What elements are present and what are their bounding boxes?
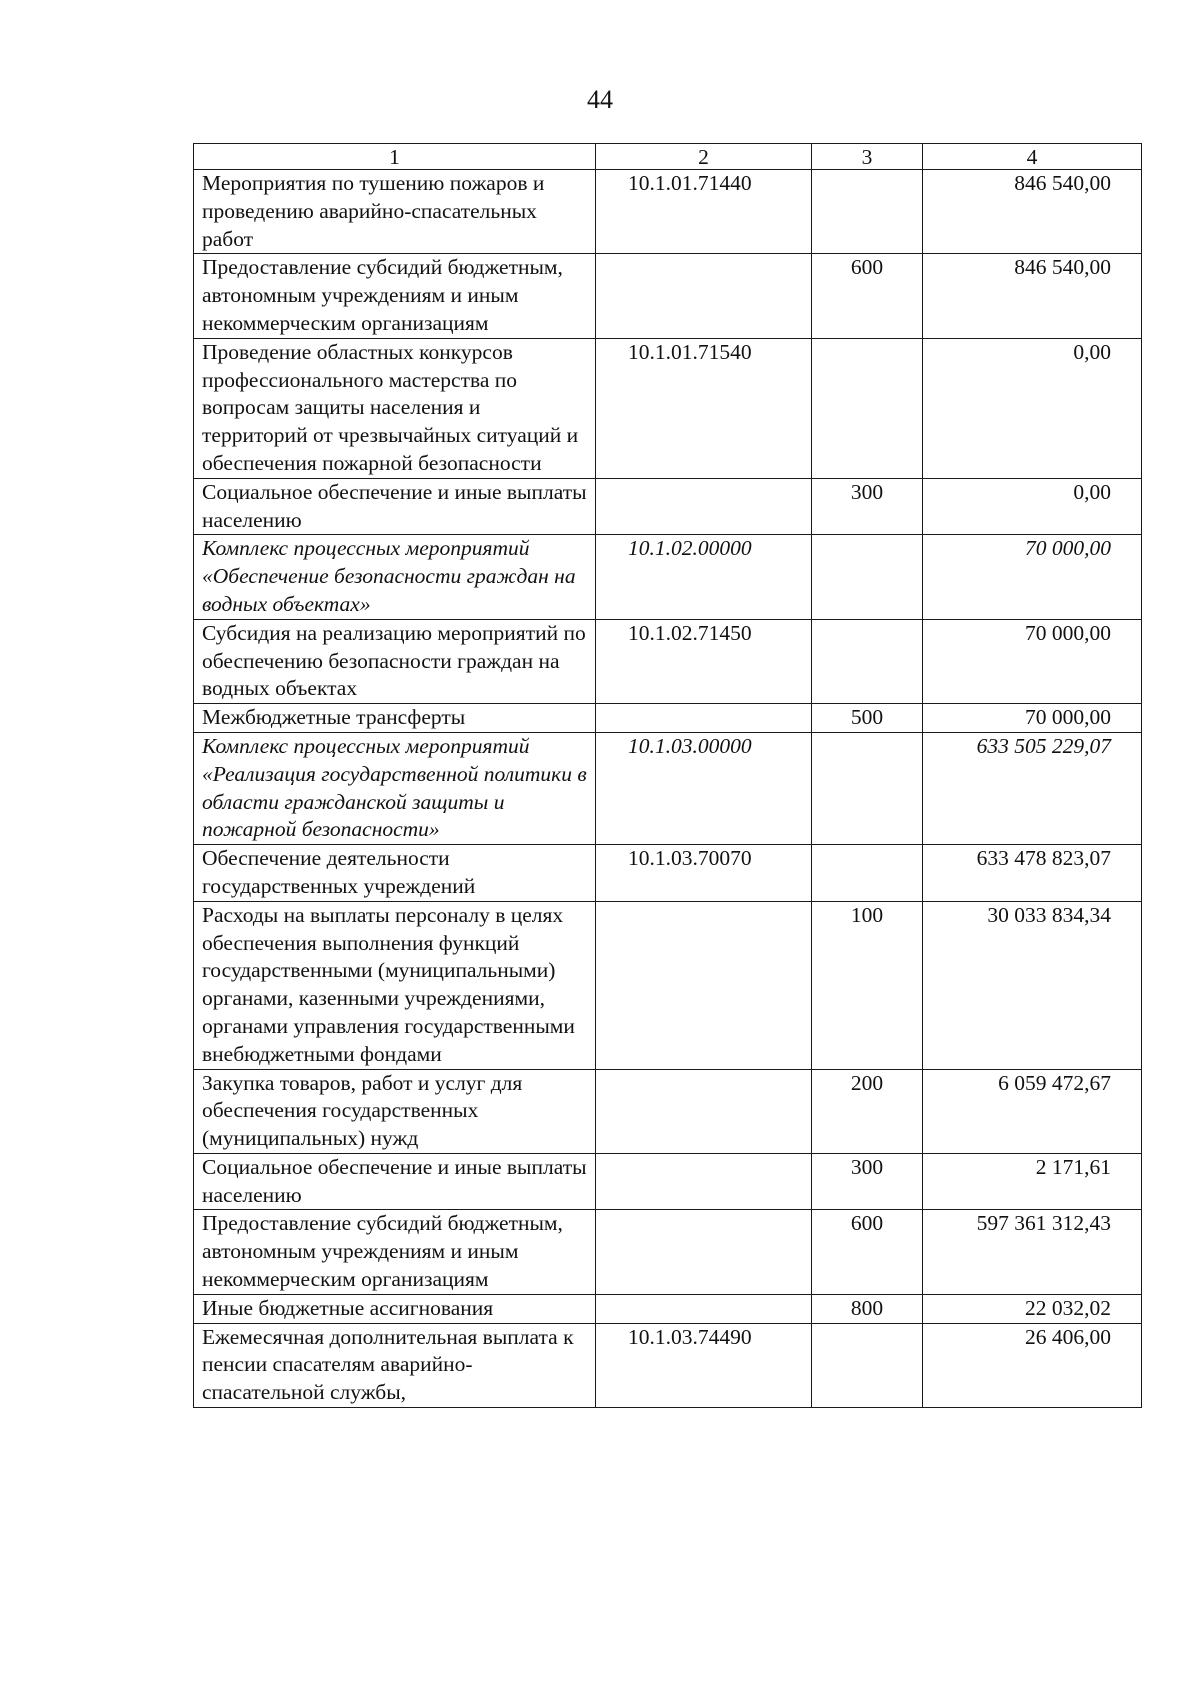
row-description: Комплекс процессных мероприятий «Реализация государственной политики в области гражданской защиты и пожарной безопасности» [194, 732, 596, 844]
table-row [194, 338, 1142, 478]
row-description: Комплекс процессных мероприятий «Обеспечение безопасности граждан на водных объектах» [194, 535, 596, 619]
table-row [194, 1153, 1142, 1210]
row-description: Иные бюджетные ассигнования [194, 1294, 596, 1323]
row-amount: 597 361 312,43 [923, 1210, 1142, 1294]
table-row [194, 732, 1142, 844]
row-expense-type-code: 300 [812, 1153, 923, 1210]
row-amount: 6 059 472,67 [923, 1069, 1142, 1153]
page-number: 44 [587, 85, 613, 114]
column-number-1: 1 [194, 144, 596, 170]
row-expense-type-code: 100 [812, 901, 923, 1069]
row-expense-type-code: 300 [812, 478, 923, 535]
row-amount: 70 000,00 [923, 704, 1142, 733]
row-expense-type-code [812, 1323, 923, 1407]
table-header-row [194, 144, 1142, 170]
row-description: Предоставление субсидий бюджетным, автономным учреждениям и иным некоммерческим организациям [194, 254, 596, 338]
row-expense-type-code: 200 [812, 1069, 923, 1153]
table-row [194, 1069, 1142, 1153]
row-target-code [596, 1069, 812, 1153]
row-amount: 22 032,02 [923, 1294, 1142, 1323]
row-target-code: 10.1.02.71450 [596, 619, 812, 703]
row-description: Субсидия на реализацию мероприятий по обеспечению безопасности граждан на водных объектах [194, 619, 596, 703]
row-target-code: 10.1.03.70070 [596, 845, 812, 902]
row-target-code [596, 1294, 812, 1323]
row-amount: 846 540,00 [923, 254, 1142, 338]
table-row [194, 478, 1142, 535]
row-amount: 70 000,00 [923, 535, 1142, 619]
row-target-code: 10.1.01.71440 [596, 170, 812, 254]
row-amount: 846 540,00 [923, 170, 1142, 254]
row-amount: 2 171,61 [923, 1153, 1142, 1210]
table-row [194, 1323, 1142, 1407]
table-row [194, 1210, 1142, 1294]
row-target-code: 10.1.02.00000 [596, 535, 812, 619]
row-target-code [596, 901, 812, 1069]
row-description: Мероприятия по тушению пожаров и проведению аварийно-спасательных работ [194, 170, 596, 254]
table-row [194, 845, 1142, 902]
column-number-2: 2 [596, 144, 812, 170]
row-amount: 30 033 834,34 [923, 901, 1142, 1069]
row-expense-type-code [812, 535, 923, 619]
row-description: Межбюджетные трансферты [194, 704, 596, 733]
row-target-code: 10.1.03.74490 [596, 1323, 812, 1407]
row-expense-type-code [812, 845, 923, 902]
row-target-code [596, 704, 812, 733]
row-amount: 633 478 823,07 [923, 845, 1142, 902]
row-amount: 0,00 [923, 338, 1142, 478]
table-row [194, 254, 1142, 338]
column-number-4: 4 [923, 144, 1142, 170]
row-expense-type-code [812, 619, 923, 703]
table-row [194, 1294, 1142, 1323]
row-target-code [596, 1153, 812, 1210]
row-description: Социальное обеспечение и иные выплаты населению [194, 478, 596, 535]
budget-table [193, 143, 1142, 1408]
row-amount: 70 000,00 [923, 619, 1142, 703]
table-row [194, 619, 1142, 703]
row-target-code [596, 1210, 812, 1294]
row-expense-type-code [812, 170, 923, 254]
row-description: Ежемесячная дополнительная выплата к пенсии спасателям аварийно-спасательной службы, [194, 1323, 596, 1407]
column-number-3: 3 [812, 144, 923, 170]
table-row [194, 901, 1142, 1069]
row-description: Социальное обеспечение и иные выплаты населению [194, 1153, 596, 1210]
row-description: Проведение областных конкурсов профессионального мастерства по вопросам защиты населения и территорий от чрезвычайных ситуаций и обеспечения пожарной безопасности [194, 338, 596, 478]
row-description: Закупка товаров, работ и услуг для обеспечения государственных (муниципальных) нужд [194, 1069, 596, 1153]
table-row [194, 704, 1142, 733]
row-description: Обеспечение деятельности государственных учреждений [194, 845, 596, 902]
row-expense-type-code: 600 [812, 254, 923, 338]
row-expense-type-code: 800 [812, 1294, 923, 1323]
row-amount: 0,00 [923, 478, 1142, 535]
row-expense-type-code: 600 [812, 1210, 923, 1294]
row-target-code: 10.1.01.71540 [596, 338, 812, 478]
row-expense-type-code [812, 732, 923, 844]
row-amount: 26 406,00 [923, 1323, 1142, 1407]
row-amount: 633 505 229,07 [923, 732, 1142, 844]
table-row [194, 170, 1142, 254]
row-target-code: 10.1.03.00000 [596, 732, 812, 844]
row-target-code [596, 254, 812, 338]
row-description: Предоставление субсидий бюджетным, автономным учреждениям и иным некоммерческим организациям [194, 1210, 596, 1294]
table-row [194, 535, 1142, 619]
row-description: Расходы на выплаты персоналу в целях обеспечения выполнения функций государственными (муниципальными) органами, казенными учреждениями, органами управления государственными внебюджетными фондами [194, 901, 596, 1069]
row-expense-type-code: 500 [812, 704, 923, 733]
budget-table-body [194, 144, 1142, 1408]
row-target-code [596, 478, 812, 535]
row-expense-type-code [812, 338, 923, 478]
